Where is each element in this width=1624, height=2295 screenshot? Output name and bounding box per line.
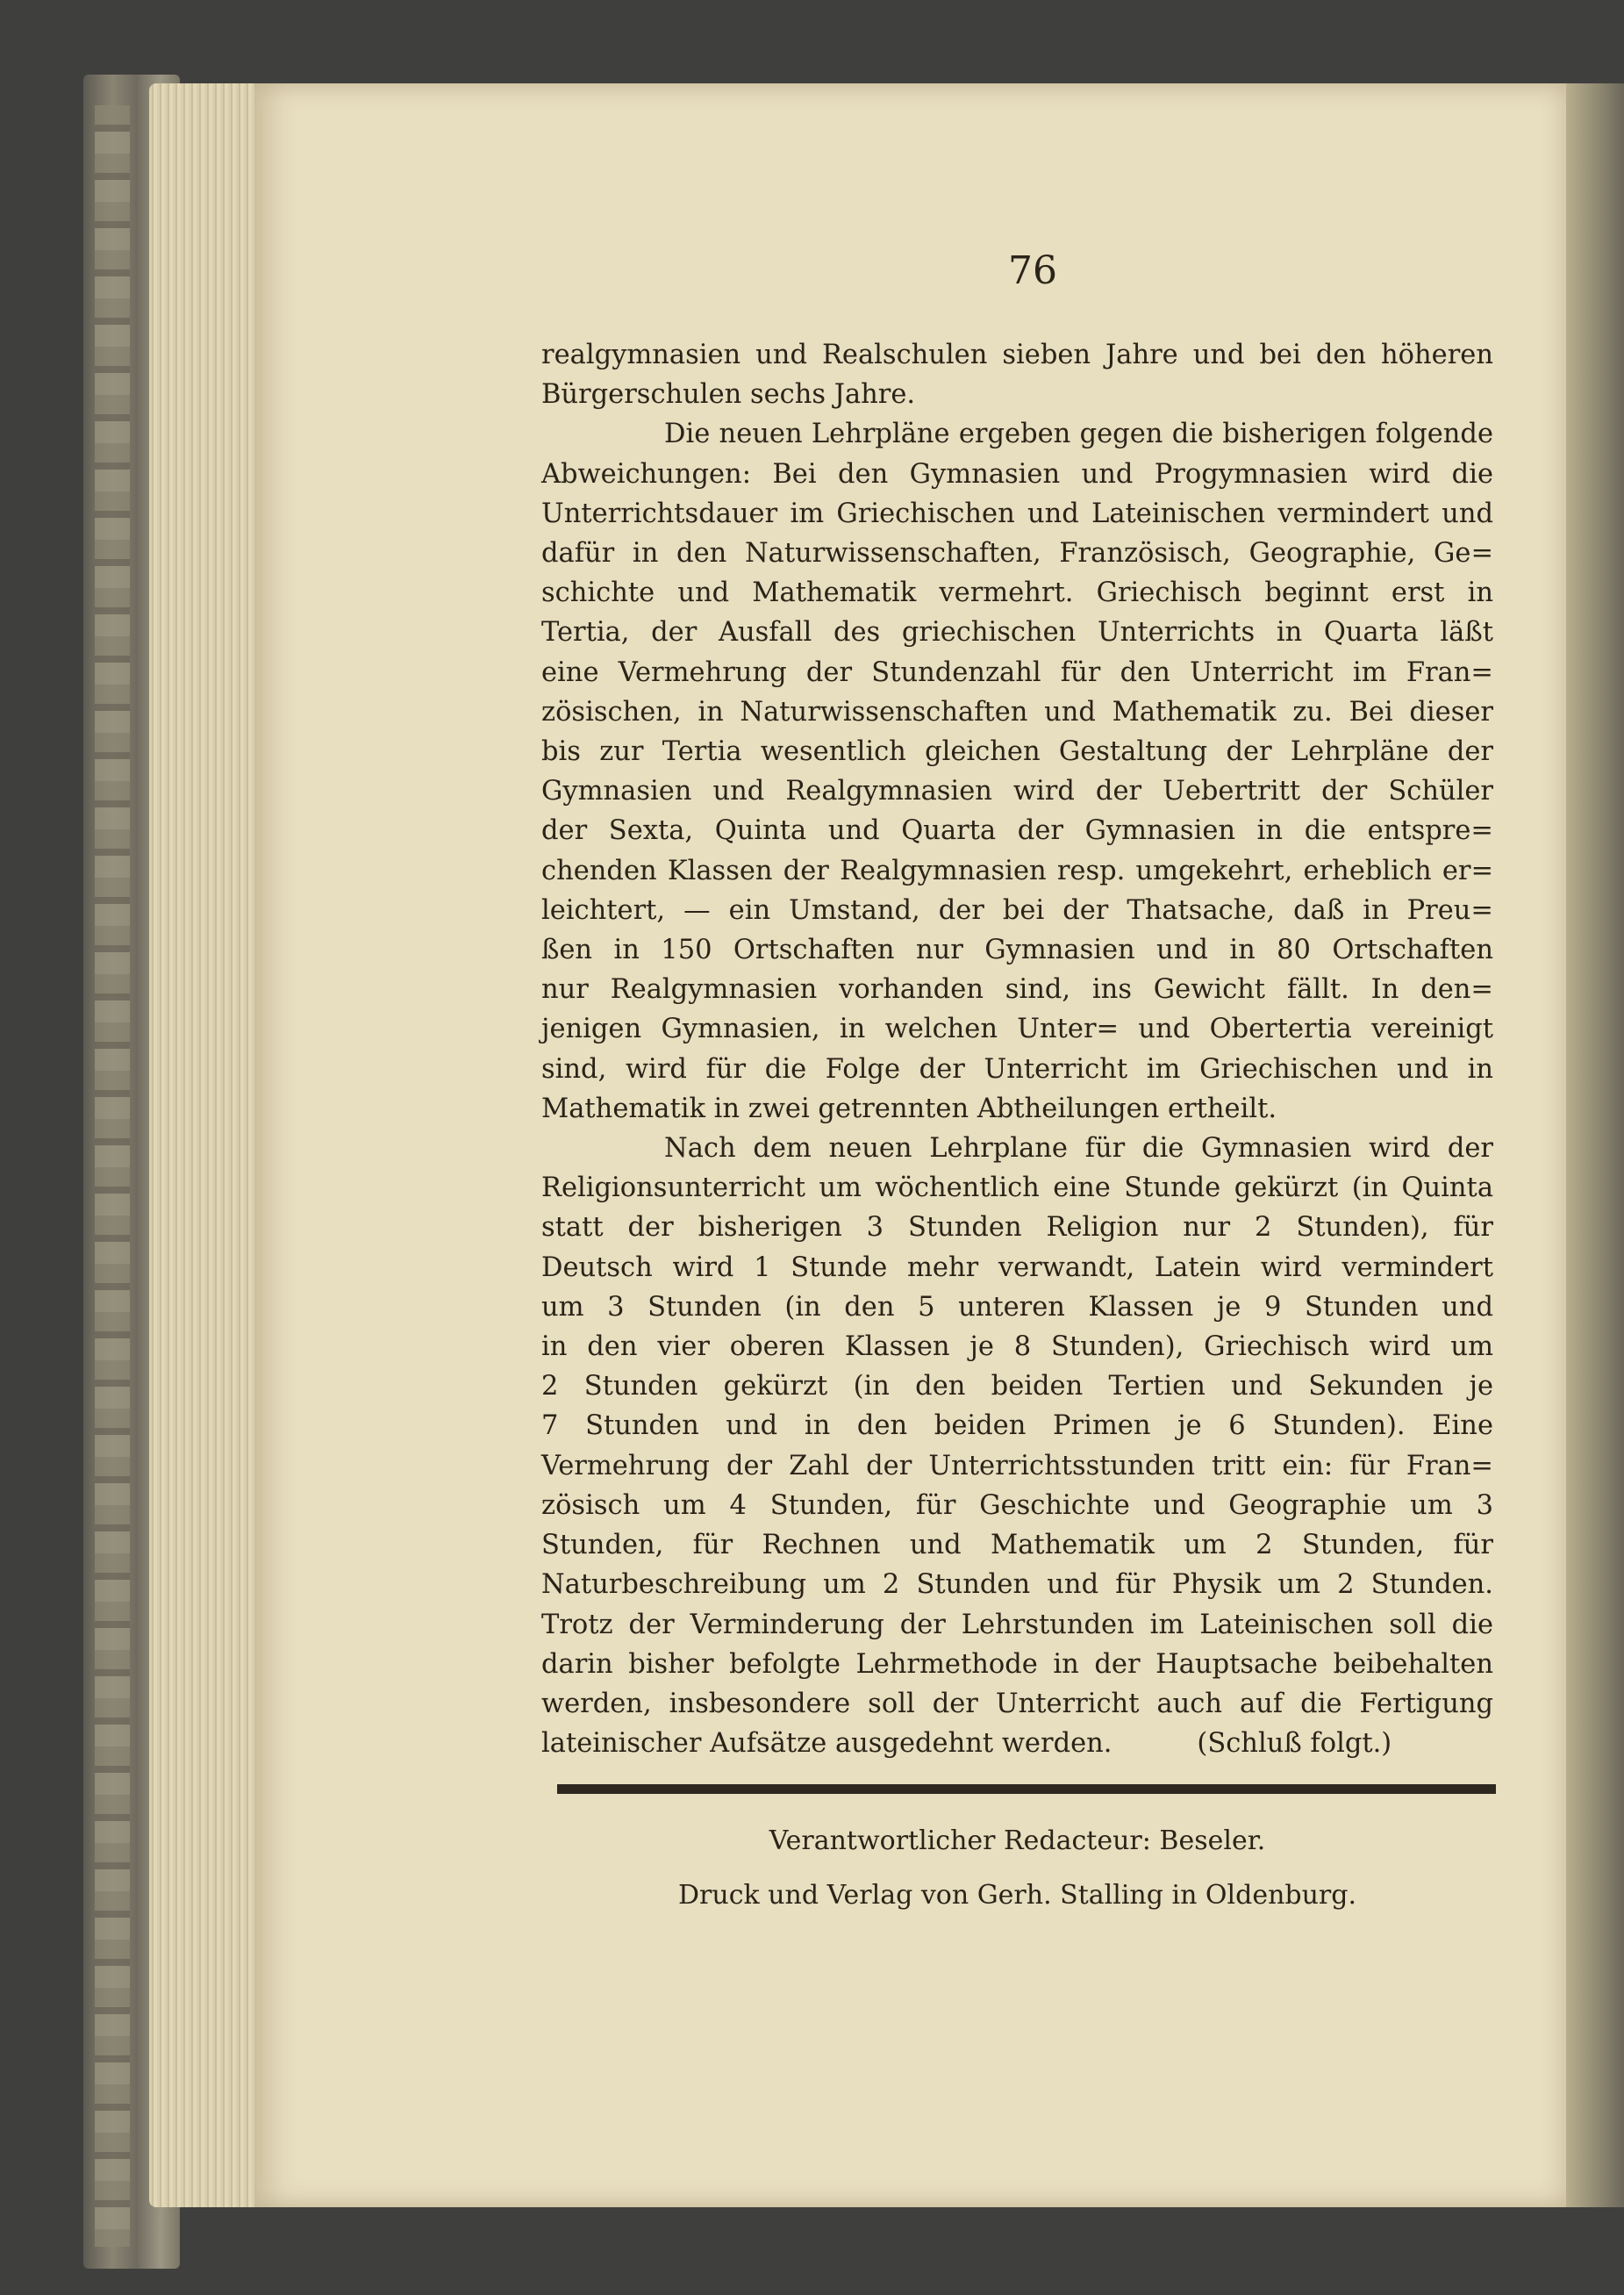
- imprint-printer: Druck und Verlag von Gerh. Stalling in Oldenburg.: [677, 1880, 1357, 1911]
- text-line: Die neuen Lehrpläne ergeben gegen die bisherigen folgende: [664, 419, 1493, 450]
- text-line: um 3 Stunden (in den 5 unteren Klassen je 9 Stunden und: [541, 1291, 1493, 1323]
- text-line: Nach dem neuen Lehrplane für die Gymnasien wird der: [664, 1133, 1493, 1165]
- text-line: leichtert, — ein Umstand, der bei der Thatsache, daß in Preu=: [541, 894, 1493, 926]
- body-text: [541, 335, 1493, 1763]
- text-line: Mathematik in zwei getrennten Abtheilungen ertheilt.: [541, 1093, 1277, 1124]
- text-line: nur Realgymnasien vorhanden sind, ins Gewicht fällt. In den=: [541, 974, 1493, 1006]
- text-line: dafür in den Naturwissenschaften, Französisch, Geographie, Ge=: [541, 538, 1493, 570]
- text-line: ßen in 150 Ortschaften nur Gymnasien und in 80 Ortschaften: [541, 935, 1493, 966]
- text-line: darin bisher befolgte Lehrmethode in der Hauptsache beibehalten: [541, 1648, 1493, 1680]
- paragraph-3: [541, 1129, 1493, 1763]
- text-line: Deutsch wird 1 Stunde mehr verwandt, Latein wird vermindert: [541, 1251, 1493, 1283]
- text-line: Gymnasien und Realgymnasien wird der Uebertritt der Schüler: [541, 776, 1493, 807]
- text-line: zösischen, in Naturwissenschaften und Mathematik zu. Bei dieser: [541, 696, 1493, 728]
- text-line: in den vier oberen Klassen je 8 Stunden), Griechisch wird um: [541, 1331, 1493, 1363]
- text-line: jenigen Gymnasien, in welchen Unter= und Obertertia vereinigt: [541, 1014, 1493, 1045]
- double-rule-divider: [557, 1784, 1496, 1794]
- text-line: statt der bisherigen 3 Stunden Religion nur 2 Stunden), für: [541, 1212, 1493, 1244]
- text-line: Trotz der Verminderung der Lehrstunden im Lateinischen soll die: [541, 1609, 1493, 1640]
- text-line: Naturbeschreibung um 2 Stunden und für Physik um 2 Stunden.: [541, 1569, 1493, 1601]
- right-cover-edge: [1566, 83, 1624, 2207]
- text-line: Abweichungen: Bei den Gymnasien und Progymnasien wird die: [541, 458, 1493, 490]
- page-number: 76: [1008, 248, 1057, 293]
- text-line: Stunden, für Rechnen und Mathematik um 2 Stunden, für: [541, 1530, 1493, 1561]
- text-line: werden, insbesondere soll der Unterricht auch auf die Fertigung: [541, 1688, 1493, 1719]
- text-line: bis zur Tertia wesentlich gleichen Gestaltung der Lehrpläne der: [541, 736, 1493, 768]
- text-line: Unterrichtsdauer im Griechischen und Lateinischen vermindert und: [541, 498, 1493, 529]
- text-line: der Sexta, Quinta und Quarta der Gymnasien in die entspre=: [541, 815, 1493, 847]
- text-line: chenden Klassen der Realgymnasien resp. umgekehrt, erheblich er=: [541, 855, 1493, 886]
- paragraph-1: [541, 335, 1493, 414]
- text-line: 7 Stunden und in den beiden Primen je 6 Stunden). Eine: [541, 1410, 1493, 1442]
- text-line: Bürgerschulen sechs Jahre.: [541, 379, 916, 411]
- text-line: Vermehrung der Zahl der Unterrichtsstunden tritt ein: für Fran=: [541, 1450, 1493, 1481]
- page-edges: [149, 83, 272, 2207]
- paragraph-2: [541, 414, 1493, 1129]
- text-line: Religionsunterricht um wöchentlich eine Stunde gekürzt (in Quinta: [541, 1173, 1493, 1204]
- imprint-editor: Verantwortlicher Redacteur: Beseler.: [769, 1825, 1266, 1856]
- text-line: 2 Stunden gekürzt (in den beiden Tertien und Sekunden je: [541, 1371, 1493, 1402]
- text-line: eine Vermehrung der Stundenzahl für den Unterricht im Fran=: [541, 656, 1493, 688]
- text-line: Tertia, der Ausfall des griechischen Unterrichts in Quarta läßt: [541, 617, 1493, 649]
- text-line: zösisch um 4 Stunden, für Geschichte und Geographie um 3: [541, 1489, 1493, 1521]
- text-line: lateinischer Aufsätze ausgedehnt werden. (Schluß folgt.): [541, 1728, 1392, 1760]
- text-line: sind, wird für die Folge der Unterricht im Griechischen und in: [541, 1053, 1493, 1085]
- text-line: schichte und Mathematik vermehrt. Griechisch beginnt erst in: [541, 577, 1493, 609]
- text-line: realgymnasien und Realschulen sieben Jahre und bei den höheren: [541, 340, 1493, 370]
- spine-binding-texture: [95, 105, 130, 2247]
